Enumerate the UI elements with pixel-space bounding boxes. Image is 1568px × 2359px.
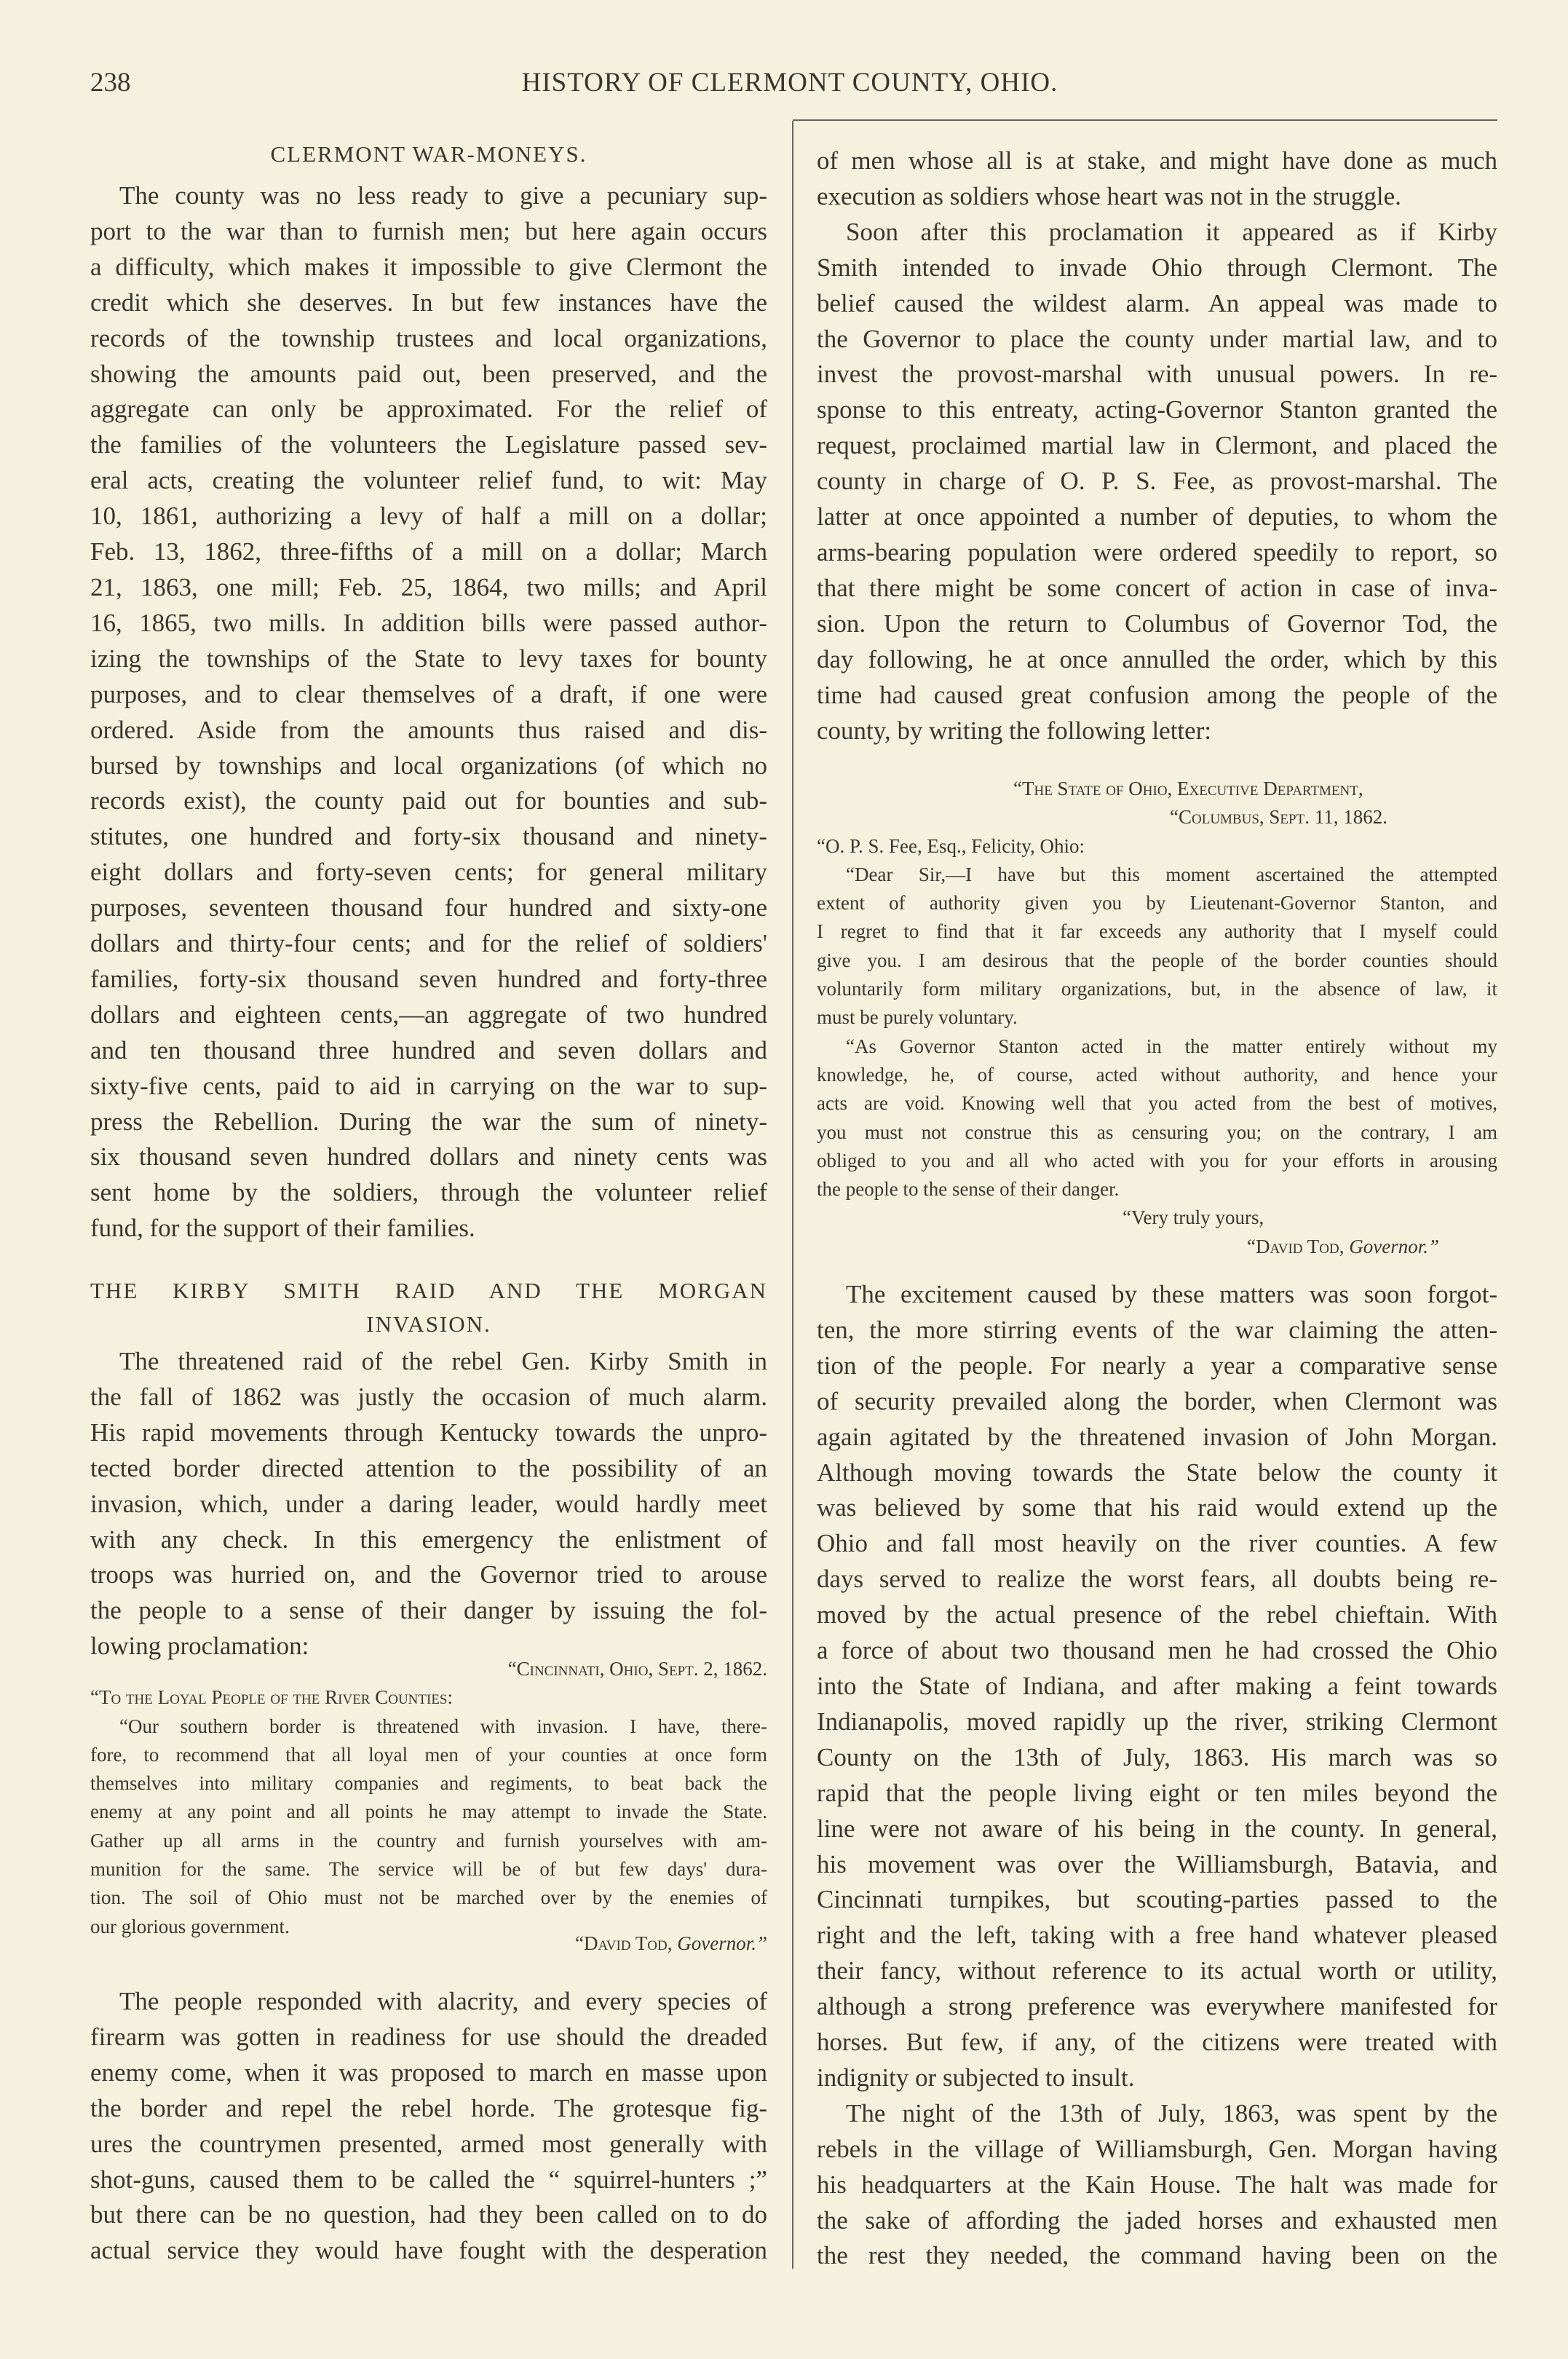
text-line: eral acts, creating the volunteer relief fund, to wit: May [90,466,767,495]
text-line: horses. But few, if any, of the citizens were treated with [817,2028,1497,2057]
text-line: records exist), the county paid out for bounties and sub- [90,786,767,815]
text-line: arms-bearing population were ordered speedily to report, so [817,537,1497,566]
text-line: firearm was gotten in readiness for use should the dreaded [90,2022,767,2051]
text-line: showing the amounts paid out, been preserved, and the [90,359,767,388]
text-line: The excitement caused by these matters was soon forgot- [846,1280,1497,1308]
text-line: “Dear Sir,—I have but this moment ascertained the attempted [846,863,1497,885]
text-line: belief caused the wildest alarm. An appeal was made to [817,288,1497,317]
text-line: The threatened raid of the rebel Gen. Kirby Smith in [119,1347,767,1375]
text-line: the Governor to place the county under martial law, and to [817,324,1497,353]
proclamation [90,1655,767,1941]
text-line: His rapid movements through Kentucky towards the unpro- [90,1418,767,1447]
header-rule [793,119,1497,121]
text-line: families, forty-six thousand seven hundred and forty-three [90,964,767,993]
text-line: with any check. In this emergency the enlistment of [90,1525,767,1554]
text-line: a difficulty, which makes it impossible to give Clermont the [90,252,767,281]
text-line: his headquarters at the Kain House. The halt was made for [817,2170,1497,2199]
text-line: tion. The soil of Ohio must not be marched over by the enemies of [90,1886,767,1909]
signature-title: Governor.” [677,1932,767,1954]
text-line: munition for the same. The service will be of but few days' dura- [90,1858,767,1881]
text-line: the border and repel the rebel horde. The grotesque fig- [90,2093,767,2122]
text-line: press the Rebellion. During the war the sum of ninety- [90,1107,767,1136]
text-line: “Our southern border is threatened with invasion. I have, there- [119,1715,767,1737]
proclamation-body [90,1712,767,1941]
heading-line: THE KIRBY SMITH RAID AND THE MORGAN [90,1278,767,1303]
text-line: and ten thousand three hundred and seven dollars and [90,1035,767,1064]
text-line: ten, the more stirring events of the war claiming the atten- [817,1315,1497,1344]
text-line: invasion, which, under a daring leader, would hardly meet [90,1489,767,1518]
text-line: Ohio and fall most heavily on the river counties. A few [817,1529,1497,1558]
text-line: moved by the actual presence of the rebel chieftain. With [817,1600,1497,1629]
text-line: the people to a sense of their danger by issuing the fol- [90,1596,767,1625]
text-line: was believed by some that his raid would extend up the [817,1493,1497,1522]
text-line: Cincinnati turnpikes, but scouting-parties passed to the [817,1885,1497,1914]
text-line: lowing proclamation: [90,1632,309,1661]
text-line: extent of authority given you by Lieutenant-Governor Stanton, and [817,892,1497,914]
signature-name: “David Tod, [575,1932,678,1954]
heading-line: INVASION. [366,1311,491,1337]
text-line: time had caused great confusion among the people of the [817,680,1497,709]
text-line: that there might be some concert of action in case of inva- [817,573,1497,602]
text-line: indignity or subjected to insult. [817,2063,1135,2092]
signature-name: “David Tod, [1247,1235,1350,1257]
text-line: county in charge of O. P. S. Fee, as provost-marshal. The [817,467,1497,496]
text-line: fore, to recommend that all loyal men of your counties at once form [90,1743,767,1766]
text-line: Feb. 13, 1862, three-fifths of a mill on a dollar; March [90,537,767,566]
text-line: our glorious government. [90,1915,290,1937]
tod-letter [817,775,1497,1261]
letter-dateline-2: “Columbus, Sept. 11, 1862. [1170,806,1387,829]
paragraph-people-responded [90,1984,767,2269]
proclamation-address: “To the Loyal People of the River Counties: [90,1686,453,1709]
text-line: give you. I am desirous that the people of the border counties should [817,949,1497,971]
text-line: I regret to find that it far exceeds any authority that I myself could [817,920,1497,943]
text-line: sion. Upon the return to Columbus of Governor Tod, the [817,609,1497,638]
text-line: aggregate can only be approximated. For the relief of [90,395,767,424]
text-line: a force of about two thousand men he had crossed the Ohio [817,1636,1497,1665]
text-line: Although moving towards the State below the county it [817,1458,1497,1487]
paragraph-proclamation-aftermath [817,215,1497,749]
paragraph-williamsburgh-night [817,2096,1497,2275]
signature-title: Governor.” [1349,1235,1439,1257]
text-line: his movement was over the Williamsburgh, Batavia, and [817,1849,1497,1878]
text-line: tected border directed attention to the possibility of an [90,1453,767,1482]
text-line: acts are void. Knowing well that you acted from the best of motives, [817,1092,1497,1115]
text-line: rapid that the people living eight or ten miles beyond the [817,1778,1497,1807]
right-column-text [817,143,1497,748]
text-line: sponse to this entreaty, acting-Governor Stanton granted the [817,395,1497,424]
paragraph-kirby-smith-raid [90,1344,767,1664]
text-line: the rest they needed, the command having been on the [817,2241,1497,2270]
text-line: rebels in the village of Williamsburgh, Gen. Morgan having [817,2134,1497,2163]
text-line: records of the township trustees and local organizations, [90,323,767,352]
text-line: you must not construe this as censuring you; on the contrary, I am [817,1121,1497,1143]
text-line: bursed by townships and local organizations (of which no [90,751,767,780]
proclamation-signature [90,1929,767,1958]
text-line: voluntarily form military organizations, but, in the absence of law, it [817,978,1497,1000]
text-line: shot-guns, caused them to be called the “ squirrel-hunters ;” [90,2165,767,2194]
letter-closing: “Very truly yours, [1122,1206,1264,1229]
text-line: dollars and thirty-four cents; and for the relief of soldiers' [90,929,767,958]
text-line: Indianapolis, moved rapidly up the river, striking Clermont [817,1707,1497,1736]
text-line: troops was hurried on, and the Governor tried to arouse [90,1560,767,1589]
text-line: Gather up all arms in the country and furnish yourselves with am- [90,1829,767,1852]
text-line: the fall of 1862 was justly the occasion of much alarm. [90,1382,767,1411]
letter-address: “O. P. S. Fee, Esq., Felicity, Ohio: [817,834,1085,857]
section-heading-war-moneys: CLERMONT WAR-MONEYS. [270,141,587,167]
text-line: purposes, and to clear themselves of a draft, if one were [90,679,767,708]
text-line: eight dollars and forty-seven cents; for general military [90,858,767,887]
text-line: county, by writing the following letter: [817,716,1212,745]
text-line: their fancy, without reference to its actual worth or utility, [817,1956,1497,1985]
page-number: 238 [90,68,131,98]
text-line: 10, 1861, authorizing a levy of half a mill on a dollar; [90,502,767,531]
text-line: execution as soldiers whose heart was not in the struggle. [817,181,1401,210]
text-line: of security prevailed along the border, when Clermont was [817,1386,1497,1415]
text-line: The people responded with alacrity, and every species of [119,1987,767,2015]
text-line: Smith intended to invade Ohio through Clermont. The [817,253,1497,282]
text-line: ures the countrymen presented, armed most generally with [90,2129,767,2158]
text-line: latter at once appointed a number of deputies, to whom the [817,502,1497,532]
text-line: the people to the sense of their danger. [817,1178,1120,1201]
text-line: sixty-five cents, paid to aid in carrying on the war to sup- [90,1071,767,1100]
text-line: actual service they would have fought with the desperation [90,2236,767,2265]
paragraph-war-moneys [90,178,767,1246]
text-line: six thousand seven hundred dollars and ninety cents was [90,1142,767,1171]
text-line: 16, 1865, two mills. In addition bills were passed author- [90,608,767,637]
text-line: fund, for the support of their families. [90,1214,475,1243]
text-line: but there can be no question, had they been called on to do [90,2200,767,2229]
paragraph-morgan-invasion [817,1277,1497,2096]
text-line: knowledge, he, of course, acted without authority, and hence your [817,1063,1497,1086]
text-line: obliged to you and all who acted with you for your efforts in arousing [817,1149,1497,1171]
text-line: ordered. Aside from the amounts thus raised and dis- [90,715,767,744]
text-line: “As Governor Stanton acted in the matter entirely without my [846,1035,1497,1057]
text-line: day following, he at once annulled the order, which by this [817,644,1497,673]
proclamation-dateline: “Cincinnati, Ohio, Sept. 2, 1862. [507,1658,767,1680]
text-line: invest the provost-marshal with unusual powers. In re- [817,360,1497,389]
text-line: sent home by the soldiers, through the volunteer relief [90,1178,767,1207]
text-line: although a strong preference was everywhere manifested for [817,1992,1497,2021]
text-line: request, proclaimed martial law in Clermont, and placed the [817,431,1497,460]
text-line: stitutes, one hundred and forty-six thousand and ninety- [90,822,767,851]
text-line: County on the 13th of July, 1863. His march was so [817,1742,1497,1771]
text-line: The night of the 13th of July, 1863, was spent by the [846,2098,1497,2127]
text-line: port to the war than to furnish men; but here again occurs [90,216,767,245]
section-heading-kirby-smith-raid [90,1274,767,1341]
text-line: 21, 1863, one mill; Feb. 25, 1864, two mills; and April [90,572,767,601]
column-rule [792,121,793,2269]
text-line: The county was no less ready to give a pecuniary sup- [119,181,767,210]
text-line: Soon after this proclamation it appeared as if Kirby [846,217,1497,246]
text-line: line were not aware of his being in the county. In general, [817,1814,1497,1843]
text-line: must be purely voluntary. [817,1006,1018,1029]
text-line: dollars and eighteen cents,—an aggregate of two hundred [90,1000,767,1029]
text-line: of men whose all is at stake, and might have done as much [817,146,1497,175]
letter-dateline-1: “The State of Ohio, Executive Department, [1013,778,1363,799]
text-line: izing the townships of the State to levy taxes for bounty [90,644,767,673]
text-line: enemy come, when it was proposed to march en masse upon [90,2058,767,2087]
letter-signature [817,1233,1497,1261]
paragraph-continued [817,143,1497,215]
letter-paragraph-1 [817,861,1497,1032]
text-line: enemy at any point and all points he may attempt to invade the State. [90,1801,767,1823]
text-line: days served to realize the worst fears, all doubts being re- [817,1565,1497,1594]
text-line: credit which she deserves. In but few instances have the [90,288,767,317]
text-line: themselves into military companies and regiments, to beat back the [90,1772,767,1795]
running-title: HISTORY OF CLERMONT COUNTY, OHIO. [521,68,1058,98]
text-line: right and the left, taking with a free hand whatever pleased [817,1921,1497,1950]
text-line: the families of the volunteers the Legislature passed sev- [90,430,767,459]
right-column-text-lower [817,1277,1497,2274]
text-line: again agitated by the threatened invasion of John Morgan. [817,1422,1497,1451]
text-line: the sake of affording the jaded horses and exhausted men [817,2205,1497,2234]
text-line: tion of the people. For nearly a year a comparative sense [817,1351,1497,1380]
text-line: into the State of Indiana, and after making a feint towards [817,1671,1497,1700]
text-line: purposes, seventeen thousand four hundred and sixty-one [90,893,767,922]
letter-paragraph-2 [817,1032,1497,1204]
